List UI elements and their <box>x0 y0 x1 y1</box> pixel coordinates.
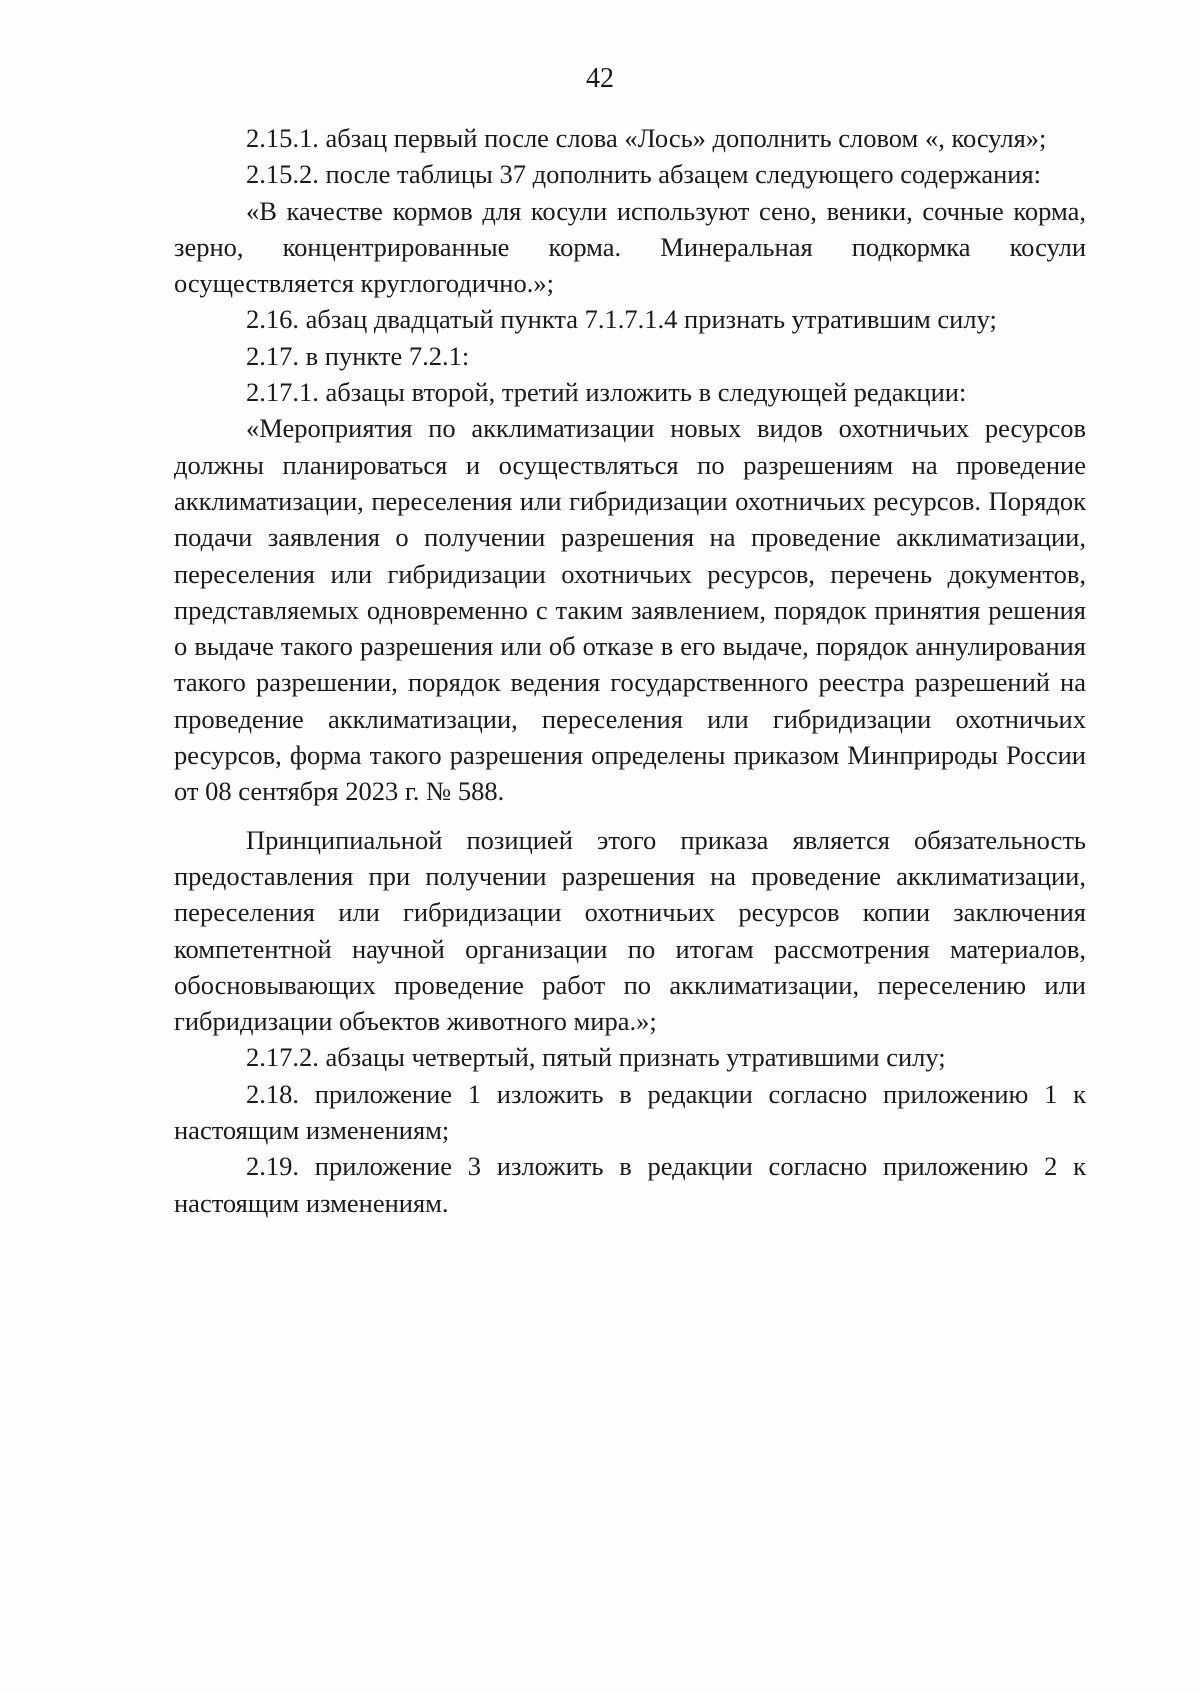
paragraph-2-17-2: 2.17.2. абзацы четвертый, пятый признать утратившими силу; <box>246 1042 946 1073</box>
paragraph-2-18: 2.18. приложение 1 изложить в редакции согласно приложению 1 к настоящим изменениям; <box>174 1078 1086 1146</box>
paragraph-2-16: 2.16. абзац двадцатый пункта 7.1.7.1.4 признать утратившим силу; <box>246 304 997 335</box>
document-body <box>174 120 1086 1221</box>
paragraph-2-17: 2.17. в пункте 7.2.1: <box>246 340 470 371</box>
paragraph-2-17-1: 2.17.1. абзацы второй, третий изложить в следующей редакции: <box>246 377 967 408</box>
paragraph-quote-feed: «В качестве кормов для косули используют сено, веники, сочные корма, зерно, концентрированные корма. Минеральная подкормка косули осуществляется круглогодично.»; <box>174 195 1086 299</box>
paragraph-principal-position: Принципиальной позицией этого приказа является обязательность предоставления при получении разрешения на проведение акклиматизации, переселения или гибридизации охотничьих ресурсов копии заключения компетентной научной организации по итогам рассмотрения материалов, обосновывающих проведение работ по акклиматизации, переселению или гибридизации объектов животного мира.»; <box>174 824 1086 1037</box>
paragraph-quote-measures: «Мероприятия по акклиматизации новых видов охотничьих ресурсов должны планироваться и осуществляться по разрешениям на проведение акклиматизации, переселения или гибридизации охотничьих ресурсов. Порядок подачи заявления о получении разрешения на проведение акклиматизации, переселения или гибридизации охотничьих ресурсов, перечень документов, представляемых одновременно с таким заявлением, порядок принятия решения о выдаче такого разрешения или об отказе в его выдаче, порядок аннулирования такого разрешении, порядок ведения государственного реестра разрешений на проведение акклиматизации, переселения или гибридизации охотничьих ресурсов, форма такого разрешения определены приказом Минприроды России от 08 сентября 2023 г. № 588. <box>174 413 1086 807</box>
paragraph-2-19: 2.19. приложение 3 изложить в редакции согласно приложению 2 к настоящим изменениям. <box>174 1151 1086 1218</box>
page-number: 42 <box>586 63 614 94</box>
paragraph-2-15-2: 2.15.2. после таблицы 37 дополнить абзацем следующего содержания: <box>246 159 1042 190</box>
paragraph-2-15-1: 2.15.1. абзац первый после слова «Лось» дополнить словом «, косуля»; <box>246 123 1047 153</box>
